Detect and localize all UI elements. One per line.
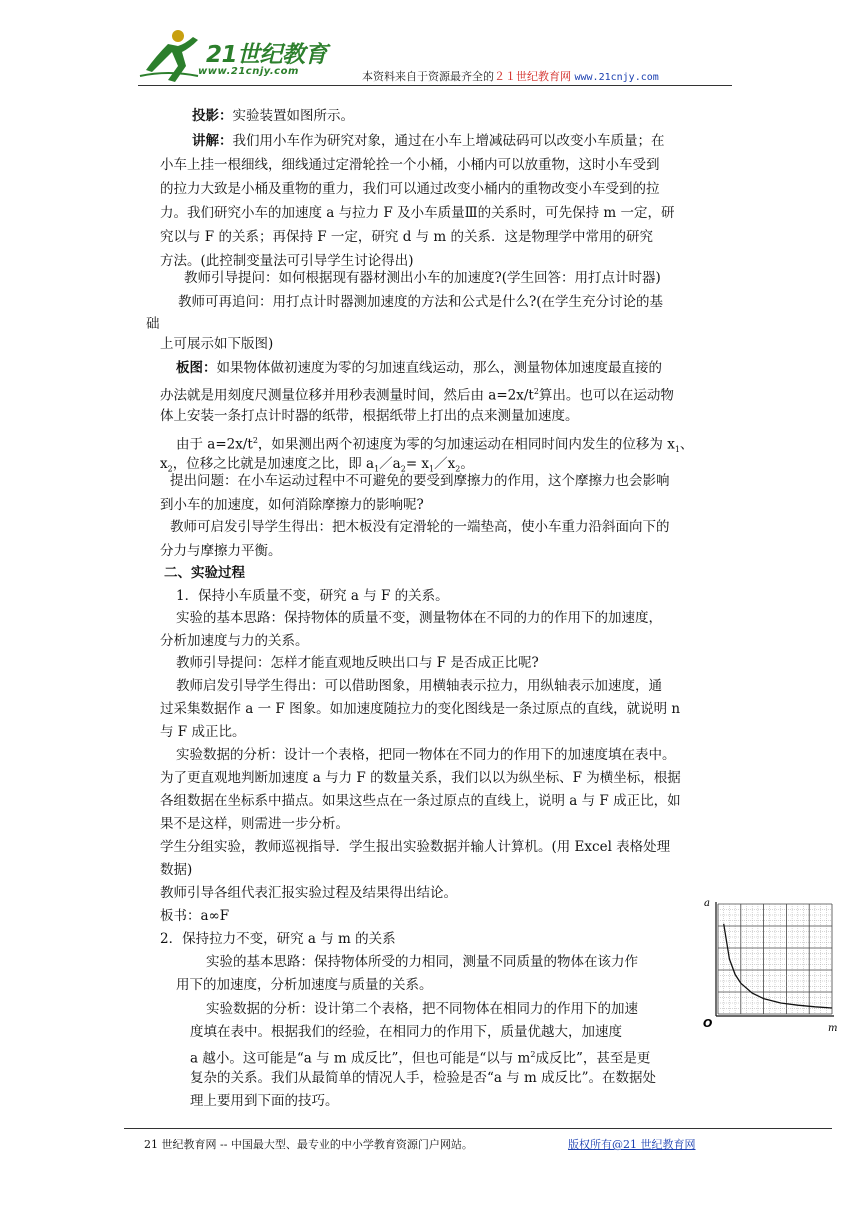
y-axis-label: a bbox=[704, 898, 710, 909]
board-text-2a: 办法就是用刻度尺测量位移并用秒表测量时间，然后由 a=2x/t bbox=[160, 387, 534, 404]
lecture-line-5: 究以与 F 的关系；再保持 F 一定，研究 d 与 m 的关系．这是物理学中常用的研究 bbox=[160, 229, 654, 245]
lecture-line-2: 小车上挂一根细线，细线通过定滑轮拴一个小桶，小桶内可以放重物，这时小车受到 bbox=[160, 157, 660, 173]
ratio-sub-x1: 1 bbox=[674, 445, 680, 455]
projection-line bbox=[192, 104, 354, 128]
ratio-sub-a1: 1 bbox=[374, 464, 380, 474]
footer-copyright-link[interactable]: 版权所有@21 世纪教育网 bbox=[568, 1138, 696, 1151]
step-1: 1．保持小车质量不变，研究 a 与 F 的关系。 bbox=[176, 588, 449, 604]
logo-text: 21世纪教育 bbox=[206, 42, 328, 68]
series-curve bbox=[724, 924, 832, 1008]
idea-1-line-1: 实验的基本思路：保持物体的质量不变，测量物体在不同的力的作用下的加速度， bbox=[176, 610, 662, 626]
analysis-line-3: 各组数据在坐标系中描点。如果这些点在一条过原点的直线上，说明 a 与 F 成正比，如 bbox=[160, 793, 681, 809]
guide-line-3: 与 F 成正比。 bbox=[160, 724, 246, 740]
lecture-line-4: 力。我们研究小车的加速度 a 与拉力 F 及小车质量Ⅲ的关系时，可先保持 m 一定，研 bbox=[160, 205, 675, 221]
ratio-sub-x2: 2 bbox=[167, 464, 173, 474]
ratio-text-1b: ，如果测出两个初速度为零的匀加速运动在相同时间内发生的位移为 x bbox=[257, 436, 675, 453]
analysis-2-text-3a: a 越小。这可能是“a 与 m 成反比”，但也可能是“以与 m bbox=[190, 1050, 531, 1067]
friction-line-1: 提出问题：在小车运动过程中不可避免的要受到摩擦力的作用，这个摩擦力也会影响 bbox=[170, 473, 670, 489]
guide-line-2: 过采集数据作 a 一 F 图象。如加速度随拉力的变化图线是一条过原点的直线，就说明 n bbox=[160, 701, 681, 717]
ratio-text-2b: ，位移之比就是加速度之比，即 a bbox=[172, 456, 375, 472]
analysis-2-text-3b: 成反比”，甚至是更 bbox=[535, 1050, 651, 1067]
hint-line-1: 教师可启发引导学生得出：把木板没有定滑轮的一端垫高，使小车重力沿斜面向下的 bbox=[170, 519, 670, 535]
ratio-text-2f: 。 bbox=[460, 456, 474, 472]
projection-text: 实验装置如图所示。 bbox=[232, 108, 354, 124]
group-line-2: 数据) bbox=[160, 862, 193, 878]
question-1: 教师引导提问：如何根据现有器材测出小车的加速度?(学生回答：用打点计时器) bbox=[184, 270, 661, 286]
board-text-1: 如果物体做初速度为零的匀加速直线运动，那么，测量物体加速度最直接的 bbox=[216, 360, 662, 376]
header-note bbox=[362, 68, 659, 84]
board-line-1 bbox=[176, 356, 662, 380]
section-heading-experiment: 二、实验过程 bbox=[164, 565, 245, 581]
friction-line-2: 到小车的加速度，如何消除摩擦力的影响呢? bbox=[160, 497, 424, 513]
ratio-text-2a: x bbox=[160, 456, 168, 472]
analysis-2-sup: 2 bbox=[530, 1050, 536, 1059]
question-2-line-1: 教师可再追问：用打点计时器测加速度的方法和公式是什么?(在学生充分讨论的基 bbox=[178, 294, 664, 310]
logo-url: www.21cnjy.com bbox=[198, 66, 299, 77]
x-axis-label: m bbox=[828, 1023, 838, 1032]
idea-1-line-2: 分析加速度与力的关系。 bbox=[160, 633, 309, 649]
guide-line-1: 教师启发引导学生得出：可以借助图象，用横轴表示拉力，用纵轴表示加速度，通 bbox=[176, 678, 662, 694]
board-label: 板图： bbox=[176, 360, 217, 376]
question-2-line-3: 上可展示如下版图) bbox=[160, 336, 274, 352]
projection-label: 投影： bbox=[192, 108, 233, 124]
question-2-line-2: 础 bbox=[146, 316, 160, 332]
board-book-line: 板书：a∞F bbox=[160, 908, 230, 924]
lecture-line-3: 的拉力大致是小桶及重物的重力，我们可以通过改变小桶内的重物改变小车受到的拉 bbox=[160, 181, 660, 197]
chart-grid bbox=[718, 904, 832, 1014]
ratio-sub-x2b: 2 bbox=[455, 464, 461, 474]
step-2: 2．保持拉力不变，研究 a 与 m 的关系 bbox=[160, 931, 396, 947]
header-note-prefix: 本资料来自于资源最齐全的 bbox=[362, 70, 494, 83]
ratio-text-2d: = x bbox=[405, 456, 430, 472]
analysis-2-line-1: 实验数据的分析：设计第二个表格，把不同物体在相同力的作用下的加速 bbox=[206, 1001, 638, 1017]
analysis-line-4: 果不是这样，则需进一步分析。 bbox=[160, 816, 349, 832]
ratio-sub-x1b: 1 bbox=[429, 464, 435, 474]
origin-label: O bbox=[703, 1017, 713, 1030]
analysis-2-line-2: 度填在表中。根据我们的经验，在相同力的作用下，质量优越大，加速度 bbox=[190, 1024, 622, 1040]
hint-line-2: 分力与摩擦力平衡。 bbox=[160, 543, 282, 559]
ratio-text-1a: 由于 a=2x/t bbox=[176, 436, 253, 453]
header-site-link[interactable]: ２１世纪教育网 bbox=[494, 70, 571, 83]
ratio-text-2c: ／a bbox=[379, 456, 401, 472]
analysis-line-1: 实验数据的分析：设计一个表格，把同一物体在不同力的作用下的加速度填在表中。 bbox=[176, 747, 676, 763]
summary-line: 教师引导各组代表汇报实验过程及结果得出结论。 bbox=[160, 885, 457, 901]
board-line-3: 体上安装一条打点计时器的纸带，根据纸带上打出的点来测量加速度。 bbox=[160, 408, 579, 424]
lecture-label: 讲解： bbox=[192, 133, 233, 149]
group-line-1: 学生分组实验，教师巡视指导．学生报出实验数据并输人计算机。(用 Excel 表格处理 bbox=[160, 839, 671, 855]
analysis-line-2: 为了更直观地判断加速度 a 与力 F 的数量关系，我们以以为纵坐标、F 为横坐标，根据 bbox=[160, 770, 681, 786]
analysis-2-line-5: 理上要用到下面的技巧。 bbox=[190, 1093, 339, 1109]
ask-line: 教师引导提问：怎样才能直观地反映出口与 F 是否成正比呢? bbox=[176, 655, 539, 671]
a-m-graph bbox=[700, 892, 840, 1032]
board-text-2b: 算出。也可以在运动物 bbox=[538, 387, 674, 404]
header-divider bbox=[138, 85, 732, 86]
ratio-text-2e: ／x bbox=[434, 456, 456, 472]
header-url-link[interactable]: www.21cnjy.com bbox=[574, 72, 659, 83]
board-sup: 2 bbox=[533, 387, 539, 396]
lecture-line-6: 方法。(此控制变量法可引导学生讨论得出) bbox=[160, 253, 414, 269]
ratio-sup: 2 bbox=[252, 436, 258, 445]
analysis-2-line-4: 复杂的关系。我们从最简单的情况人手，检验是否“a 与 m 成反比”。在数据处 bbox=[190, 1070, 657, 1086]
idea-2-line-1: 实验的基本思路：保持物体所受的力相同，测量不同质量的物体在该力作 bbox=[206, 954, 638, 970]
lecture-text-1: 我们用小车作为研究对象，通过在小车上增减砝码可以改变小车质量；在 bbox=[232, 133, 665, 149]
footer-text: 21 世纪教育网 -- 中国最大型、最专业的中小学教育资源门户网站。 bbox=[144, 1138, 473, 1151]
ratio-text-1c: 、 bbox=[679, 436, 694, 453]
idea-2-line-2: 用下的加速度，分析加速度与质量的关系。 bbox=[176, 977, 433, 993]
ratio-sub-a2: 2 bbox=[400, 464, 406, 474]
lecture-line-1 bbox=[192, 129, 665, 153]
footer-divider bbox=[124, 1128, 832, 1129]
